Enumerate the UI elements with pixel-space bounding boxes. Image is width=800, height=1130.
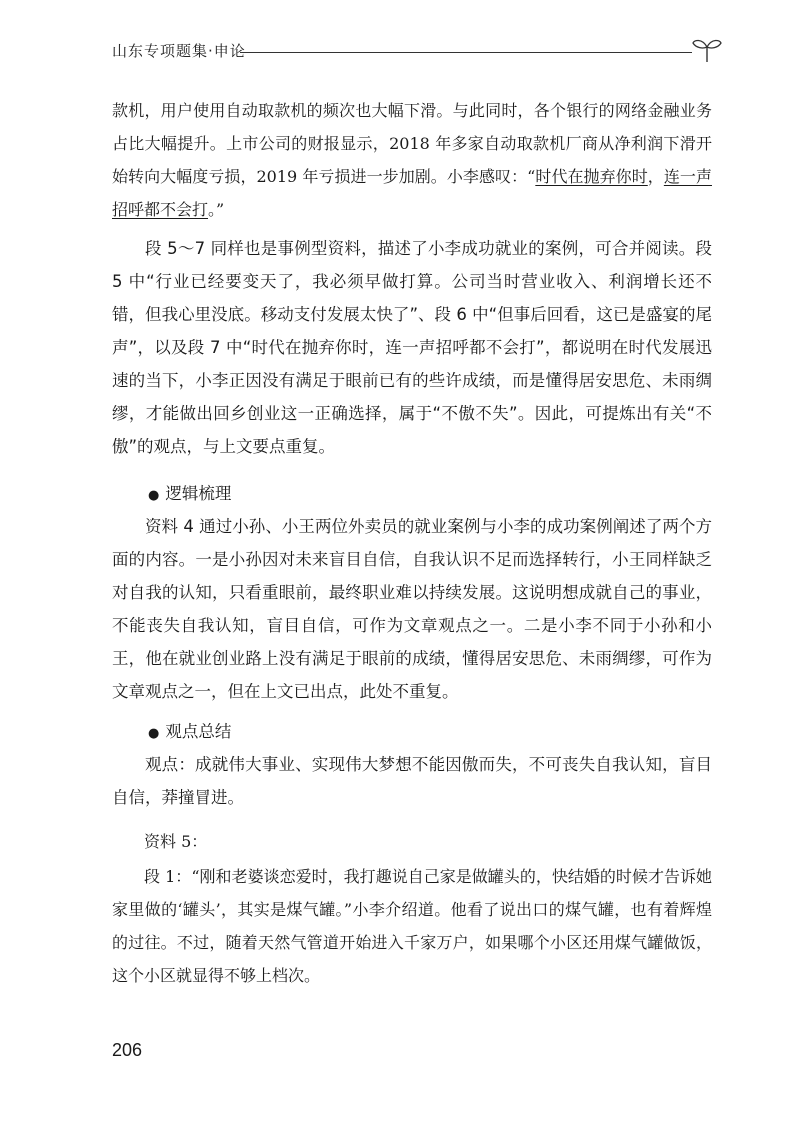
- paragraph-logic: 资料 4 通过小孙、小王两位外卖员的就业案例与小李的成功案例阐述了两个方面的内容。一是小孙因对未来盲目自信，自我认识不足而选择转行，小王同样缺乏对自我的认知，只看重眼前，最终职业难以持续发展。这说明想成就自己的事业，不能丧失自我认知，盲目自信，可作为文章观点之一。二是小李不同于小孙和小王，他在就业创业路上没有满足于眼前的成绩，懂得居安思危、未雨绸缪，可作为文章观点之一，但在上文已出点，此处不重复。: [112, 517, 712, 701]
- heading-label: 观点总结: [165, 722, 232, 741]
- page-number: 206: [112, 1040, 143, 1060]
- heading-label: 逻辑梳理: [165, 484, 232, 503]
- paragraph-analysis: 段 5～7 同样也是事例型资料，描述了小李成功就业的案例，可合并阅读。段 5 中“行业已经要变天了，我必须早做打算。公司当时营业收入、利润增长还不错，但我心里没底。移动支付发展太快了”、段 6 中“但事后回看，这已是盛宴的尾声”，以及段 7 中“时代在抛弃你时，连一声招呼都不会打”，都说明在时代发展迅速的当下，小李正因没有满足于眼前已有的些许成绩，而是懂得居安思危、未雨绸缪，才能做出回乡创业这一正确选择，属于“不傲不失”。因此，可提炼出有关“不傲”的观点，与上文要点重复。: [112, 239, 712, 456]
- quote-underline-2: 连一声招呼都不会打: [112, 167, 712, 219]
- material-label: 资料 5：: [144, 832, 208, 851]
- sprout-icon: [690, 34, 724, 64]
- paragraph-material-5: 段 1：“刚和老婆谈恋爱时，我打趣说自己家是做罐头的，快结婚的时候才告诉她家里做的‘罐头’，其实是煤气罐。”小李介绍道。他看了说出口的煤气罐，也有着辉煌的过往。不过，随着天然气管道开始进入千家万户，如果哪个小区还用煤气罐做饭，这个小区就显得不够上档次。: [112, 867, 712, 985]
- paragraph-continued: 款机，用户使用自动取款机的频次也大幅下滑。与此同时，各个银行的网络金融业务占比大幅提升。上市公司的财报显示，2018 年多家自动取款机厂商从净利润下滑开始转向大幅度亏损，2019 年亏损进一步加剧。小李感叹：“时代在抛弃你时，连一声招呼都不会打。”: [112, 101, 712, 219]
- paragraph-viewpoint: 观点：成就伟大事业、实现伟大梦想不能因傲而失，不可丧失自我认知，盲目自信，莽撞冒进。: [112, 755, 712, 807]
- bullet-dot: ●: [148, 726, 160, 741]
- section-heading-summary: [148, 715, 231, 750]
- header-rule: [240, 52, 692, 53]
- section-heading-logic: [148, 477, 231, 512]
- bullet-dot: ●: [148, 488, 160, 503]
- header-title: 山东专项题集·申论: [112, 42, 246, 60]
- page-header: [112, 38, 712, 64]
- quote-underline-1: 时代在抛弃你时: [535, 167, 648, 186]
